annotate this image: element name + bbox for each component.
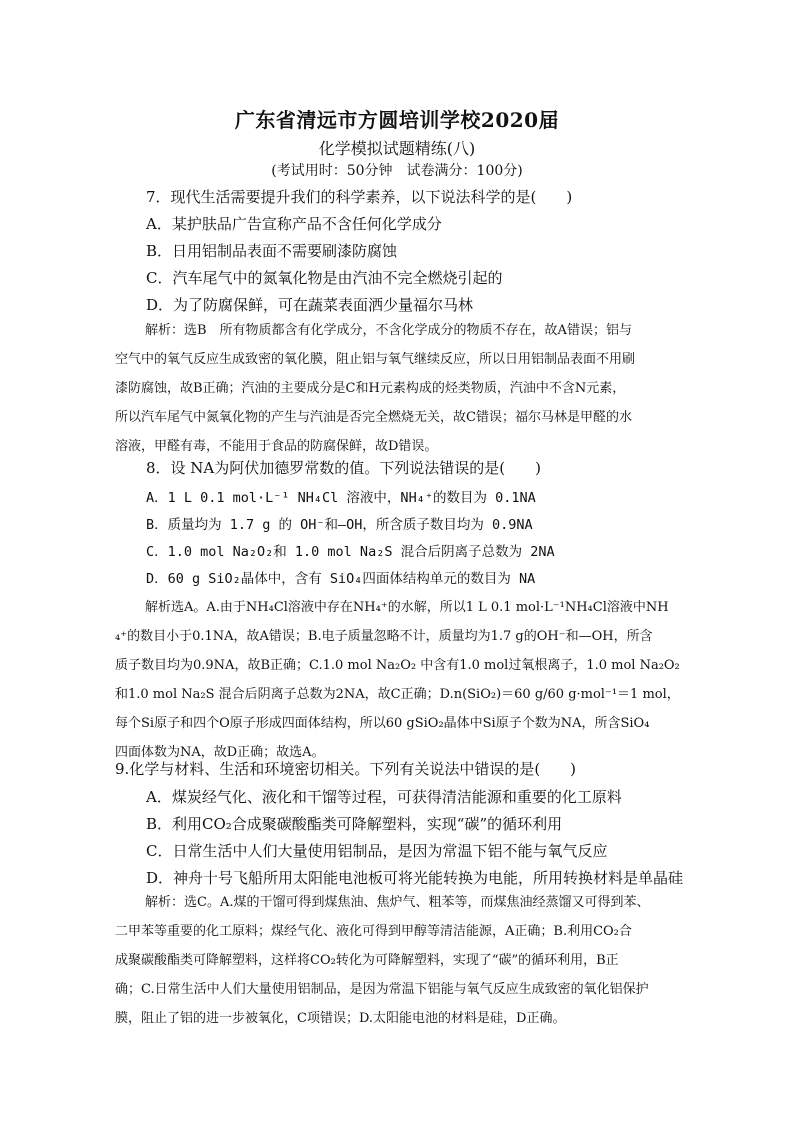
question-9-solution xyxy=(115,888,685,1033)
question-9-option-d: D．神舟十号飞船所用太阳能电池板可将光能转换为电能，所用转换材料是单晶硅 xyxy=(146,869,684,887)
question-8-stem: 8．设 NA为阿伏加德罗常数的值。下列说法错误的是( ) xyxy=(146,459,541,477)
solution-line: 空气中的氧气反应生成致密的氧化膜，阻止铝与氧气继续反应，所以日用铝制品表面不用刷 xyxy=(115,352,636,367)
solution-line: 每个Si原子和四个O原子形成四面体结构，所以60 gSiO₂晶体中Si原子个数为NA，所含SiO₄ xyxy=(115,716,650,731)
question-8-option-d: D．60 g SiO₂晶体中，含有 SiO₄四面体结构单元的数目为 NA xyxy=(146,571,536,587)
question-7-option-d: D．为了防腐保鲜，可在蔬菜表面洒少量福尔马林 xyxy=(146,296,474,314)
question-7-stem: 7．现代生活需要提升我们的科学素养，以下说法科学的是( ) xyxy=(146,188,573,206)
question-9-option-a: A．煤炭经气化、液化和干馏等过程，可获得清洁能源和重要的化工原料 xyxy=(146,788,622,806)
question-8-option-b: B．质量均为 1.7 g 的 OH⁻和—OH，所含质子数目均为 0.9NA xyxy=(146,517,533,533)
question-7-option-a: A．某护肤品广告宣称产品不含任何化学成分 xyxy=(146,215,442,233)
solution-line: 解析：选B 所有物质都含有化学成分，不含化学成分的物质不存在，故A错误；铝与 xyxy=(145,323,632,338)
solution-line: ₄⁺的数目小于0.1NA，故A错误；B.电子质量忽略不计，质量均为1.7 g的OH⁻和—OH，所含 xyxy=(115,629,653,644)
question-7-option-b: B．日用铝制品表面不需要刷漆防腐蚀 xyxy=(146,242,398,260)
exam-meta: (考试用时：50分钟 试卷满分：100分) xyxy=(271,163,523,179)
document-subtitle: 化学模拟试题精练(八) xyxy=(318,139,476,158)
question-8-option-c: C．1.0 mol Na₂O₂和 1.0 mol Na₂S 混合后阴离子总数为 2NA xyxy=(146,544,555,560)
solution-line: 四面体数为NA，故D正确；故选A。 xyxy=(115,745,325,760)
solution-line: 溶液，甲醛有毒，不能用于食品的防腐保鲜，故D错误。 xyxy=(115,439,438,454)
document-title: 广东省清远市方圆培训学校2020届 xyxy=(234,108,560,132)
solution-line: 和1.0 mol Na₂S 混合后阴离子总数为2NA，故C正确；D.n(SiO₂)＝60 g/60 g·mol⁻¹＝1 mol， xyxy=(115,687,680,702)
question-7-solution xyxy=(115,316,685,461)
question-9-option-b: B．利用CO₂合成聚碳酸酯类可降解塑料，实现“碳”的循环利用 xyxy=(146,815,563,833)
solution-line: 解析：选C。A.煤的干馏可得到煤焦油、焦炉气、粗苯等，而煤焦油经蒸馏又可得到苯、 xyxy=(145,895,650,910)
solution-line: 确；C.日常生活中人们大量使用铝制品，是因为常温下铝能与氧气反应生成致密的氧化铝保护 xyxy=(115,982,649,997)
solution-line: 质子数目均为0.9NA，故B正确；C.1.0 mol Na₂O₂ 中含有1.0 mol过氧根离子，1.0 mol Na₂O₂ xyxy=(115,658,680,673)
question-7-option-c: C．汽车尾气中的氮氧化物是由汽油不完全燃烧引起的 xyxy=(146,269,503,287)
solution-line: 解析选A。A.由于NH₄Cl溶液中存在NH₄⁺的水解，所以1 L 0.1 mol·L⁻¹NH₄Cl溶液中NH xyxy=(145,600,669,615)
solution-line: 成聚碳酸酯类可降解塑料，这样将CO₂转化为可降解塑料，实现了“碳”的循环利用，B正 xyxy=(115,953,619,968)
question-8-solution xyxy=(115,593,685,767)
solution-line: 膜，阻止了铝的进一步被氧化，C项错误；D.太阳能电池的材料是硅，D正确。 xyxy=(115,1011,566,1026)
question-8-option-a: A．1 L 0.1 mol·L⁻¹ NH₄Cl 溶液中，NH₄⁺的数目为 0.1NA xyxy=(146,490,536,506)
question-9-option-c: C．日常生活中人们大量使用铝制品，是因为常温下铝不能与氧气反应 xyxy=(146,842,608,860)
solution-line: 所以汽车尾气中氮氧化物的产生与汽油是否完全燃烧无关，故C错误；福尔马林是甲醛的水 xyxy=(115,410,632,425)
solution-line: 二甲苯等重要的化工原料；煤经气化、液化可得到甲醇等清洁能源，A正确；B.利用CO₂合 xyxy=(115,924,632,939)
solution-line: 漆防腐蚀，故B正确；汽油的主要成分是C和H元素构成的烃类物质，汽油中不含N元素， xyxy=(115,381,626,396)
question-9-stem: 9.化学与材料、生活和环境密切相关。下列有关说法中错误的是( ) xyxy=(115,760,577,778)
